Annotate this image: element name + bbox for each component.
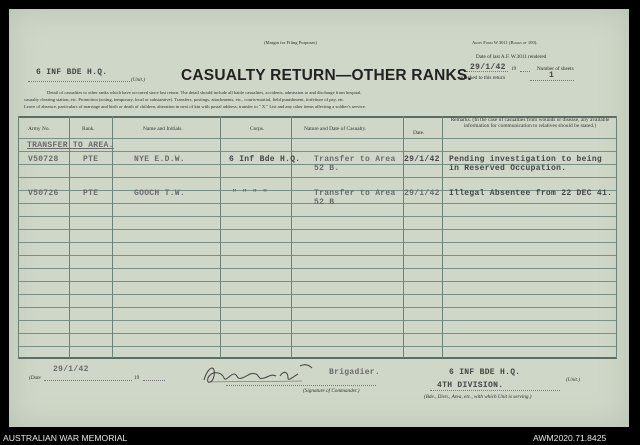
- row-1-name: NYE E.D.W.: [134, 155, 186, 164]
- row-1-date: 29/1/42: [404, 155, 440, 164]
- row-1-nature-line-2: 52 B.: [314, 164, 340, 173]
- row-2-nature-line-2: 52 B: [314, 198, 335, 207]
- row-2-nature-line-1: Transfer to Area: [314, 189, 396, 198]
- unit-label: (Unit.): [131, 77, 145, 83]
- footer-unit-value: 6 INF BDE H.Q.: [449, 368, 521, 377]
- row-1-rank: PTE: [83, 155, 99, 164]
- col-header-corps: Corps.: [250, 126, 265, 132]
- col-header-date: Date.: [413, 130, 425, 136]
- number-of-sheets-value: 1: [549, 71, 555, 80]
- row-1-corps: 6 Inf Bde H.Q.: [229, 155, 301, 164]
- footer-year-prefix: 19: [134, 375, 140, 381]
- instructions-line-3: Leave of absence, particulars of marriage and birth or death of children, alteration in next of kin with postal address, transfer to " X " List and any other items affecting a soldier's service.: [24, 104, 366, 109]
- footer-division-value: 4TH DIVISION.: [437, 381, 504, 390]
- attached-label: attached to this return: [460, 75, 506, 81]
- signature-label: (Signature of Commander.): [303, 388, 360, 394]
- margin-note: (Margin for Filing Purposes): [264, 40, 317, 45]
- footer-date-value: 29/1/42: [53, 365, 89, 374]
- date-of-last-value: 29/1/42: [470, 63, 506, 72]
- row-1-army-no: V50728: [28, 155, 59, 164]
- col-header-remarks: Remarks. (In the case of casualties from wounds or disease, any available information for communication to relatives should be stated.): [450, 117, 610, 130]
- row-2-corps: " " " ": [232, 189, 268, 198]
- casualty-table: [18, 116, 617, 359]
- footer-unit-label: (Unit.): [566, 377, 580, 383]
- row-1-remarks-line-1: Pending investigation to being: [449, 155, 603, 164]
- row-2-remarks-line-1: Illegal Absentee from 22 DEC 41.: [449, 189, 613, 198]
- row-2-name: GOOCH T.W.: [134, 189, 186, 198]
- footer-date-label: (Date: [29, 375, 41, 381]
- number-of-sheets-label: Number of sheets: [537, 66, 574, 72]
- caption-source: AUSTRALIAN WAR MEMORIAL: [3, 433, 128, 443]
- col-header-rank: Rank.: [82, 126, 95, 132]
- row-2-army-no: V50726: [28, 189, 59, 198]
- row-2-date: 29/1/42: [404, 189, 440, 198]
- caption-accession-number: AWM2020.71.8425: [533, 433, 607, 443]
- row-1-remarks-line-2: in Reserved Occupation.: [449, 164, 567, 173]
- footer-bde-label: (Bde., Divn., Area, etc., with which Unit is serving.): [424, 394, 532, 400]
- row-2-rank: PTE: [83, 189, 99, 198]
- instructions-line-1: Detail of casualties to other ranks which have occurred since last return. The detail should include all battle casualties, accidents, admission to and discharge from hospital,: [47, 90, 362, 95]
- form-title: CASUALTY RETURN—OTHER RANKS.: [181, 67, 472, 84]
- col-header-name: Name and Initials.: [143, 126, 183, 132]
- instructions-line-2: casualty clearing station, etc. Promotion (acting, temporary, local or substantive). Transfers, postings, attachments, etc., courts-martial, field punishment, forfeiture of pay, etc.: [24, 97, 345, 102]
- col-header-nature: Nature and Date of Casualty.: [304, 126, 367, 132]
- army-form-number: Army Form W.3011 (Books of 100).: [472, 40, 538, 45]
- signature-rank: Brigadier.: [329, 368, 381, 377]
- date-of-last-label: Date of last A.F. W.3011 rendered: [476, 54, 547, 60]
- year-prefix: 19: [511, 66, 517, 72]
- col-header-army-no: Army No.: [28, 126, 50, 132]
- section-heading: TRANSFER TO AREA.: [27, 141, 114, 150]
- row-1-nature-line-1: Transfer to Area: [314, 155, 396, 164]
- unit-value: 6 INF BDE H.Q.: [36, 68, 108, 77]
